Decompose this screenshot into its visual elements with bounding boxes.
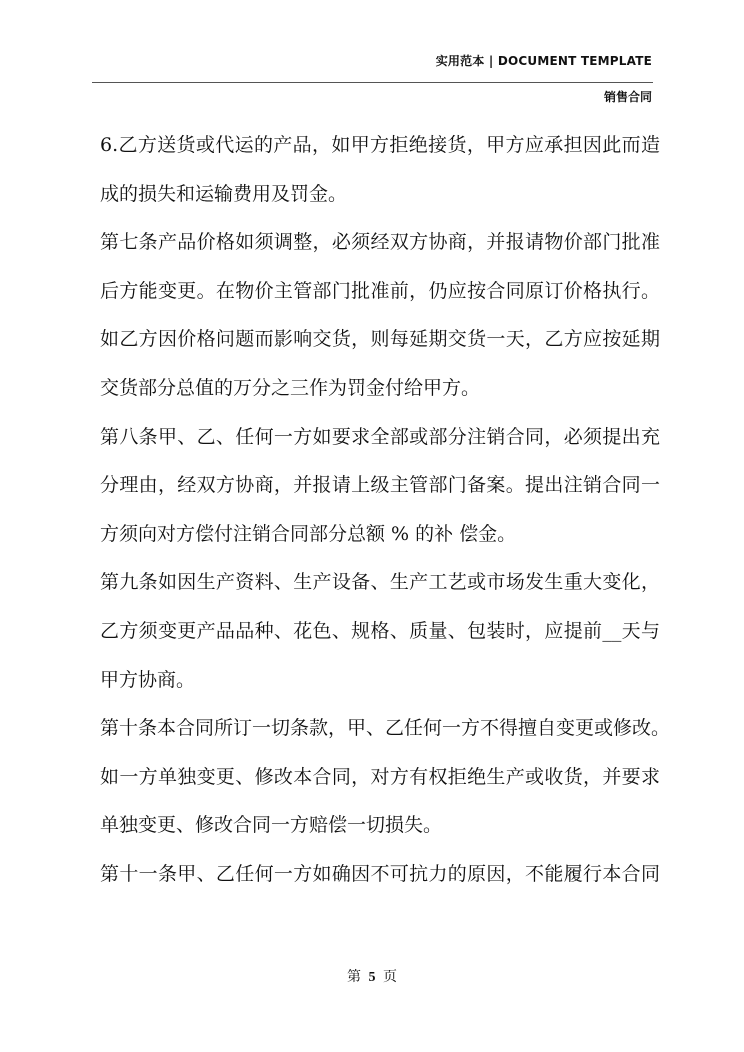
header-title: 实用范本 | DOCUMENT TEMPLATE: [435, 54, 652, 68]
paragraph-line: 方须向对方偿付注销合同部分总额 % 的补 偿金。: [100, 522, 517, 545]
paragraph-line: 成的损失和运输费用及罚金。: [100, 182, 348, 205]
page-suffix: 页: [382, 969, 397, 985]
page-footer: [0, 966, 744, 986]
paragraph-line: 第八条甲、乙、任何一方如要求全部或部分注销合同，必须提出充: [100, 425, 660, 448]
header-subtitle: 销售合同: [603, 90, 652, 104]
page-prefix: 第: [347, 969, 362, 985]
paragraph-line: 后方能变更。在物价主管部门批准前，仍应按合同原订价格执行。: [100, 279, 660, 302]
header-divider: [92, 82, 653, 83]
paragraph-line: 如一方单独变更、修改本合同，对方有权拒绝生产或收货，并要求: [100, 765, 660, 788]
paragraph-line: 甲方协商。: [100, 668, 196, 691]
paragraph-line: 第十一条甲、乙任何一方如确因不可抗力的原因，不能履行本合同: [100, 862, 660, 885]
paragraph-line: 乙方须变更产品品种、花色、规格、质量、包装时，应提前__天与: [100, 619, 660, 642]
paragraph-line: 第十条本合同所订一切条款，甲、乙任何一方不得擅自变更或修改。: [100, 717, 671, 740]
paragraph-line: 单独变更、修改合同一方赔偿一切损失。: [100, 814, 443, 837]
paragraph-line: 第七条产品价格如须调整，必须经双方协商，并报请物价部门批准: [100, 231, 660, 254]
paragraph-line: 如乙方因价格问题而影响交货，则每延期交货一天，乙方应按延期: [100, 328, 660, 351]
paragraph-line: 第九条如因生产资料、生产设备、生产工艺或市场发生重大变化，: [100, 571, 660, 594]
document-body: [100, 133, 671, 911]
paragraph-line: 交货部分总值的万分之三作为罚金付给甲方。: [100, 376, 481, 399]
paragraph-line: 6.乙方送货或代运的产品，如甲方拒绝接货，甲方应承担因此而造: [100, 134, 660, 156]
paragraph-line: 分理由，经双方协商，并报请上级主管部门备案。提出注销合同一: [100, 474, 660, 497]
page-number: 5: [368, 970, 376, 985]
